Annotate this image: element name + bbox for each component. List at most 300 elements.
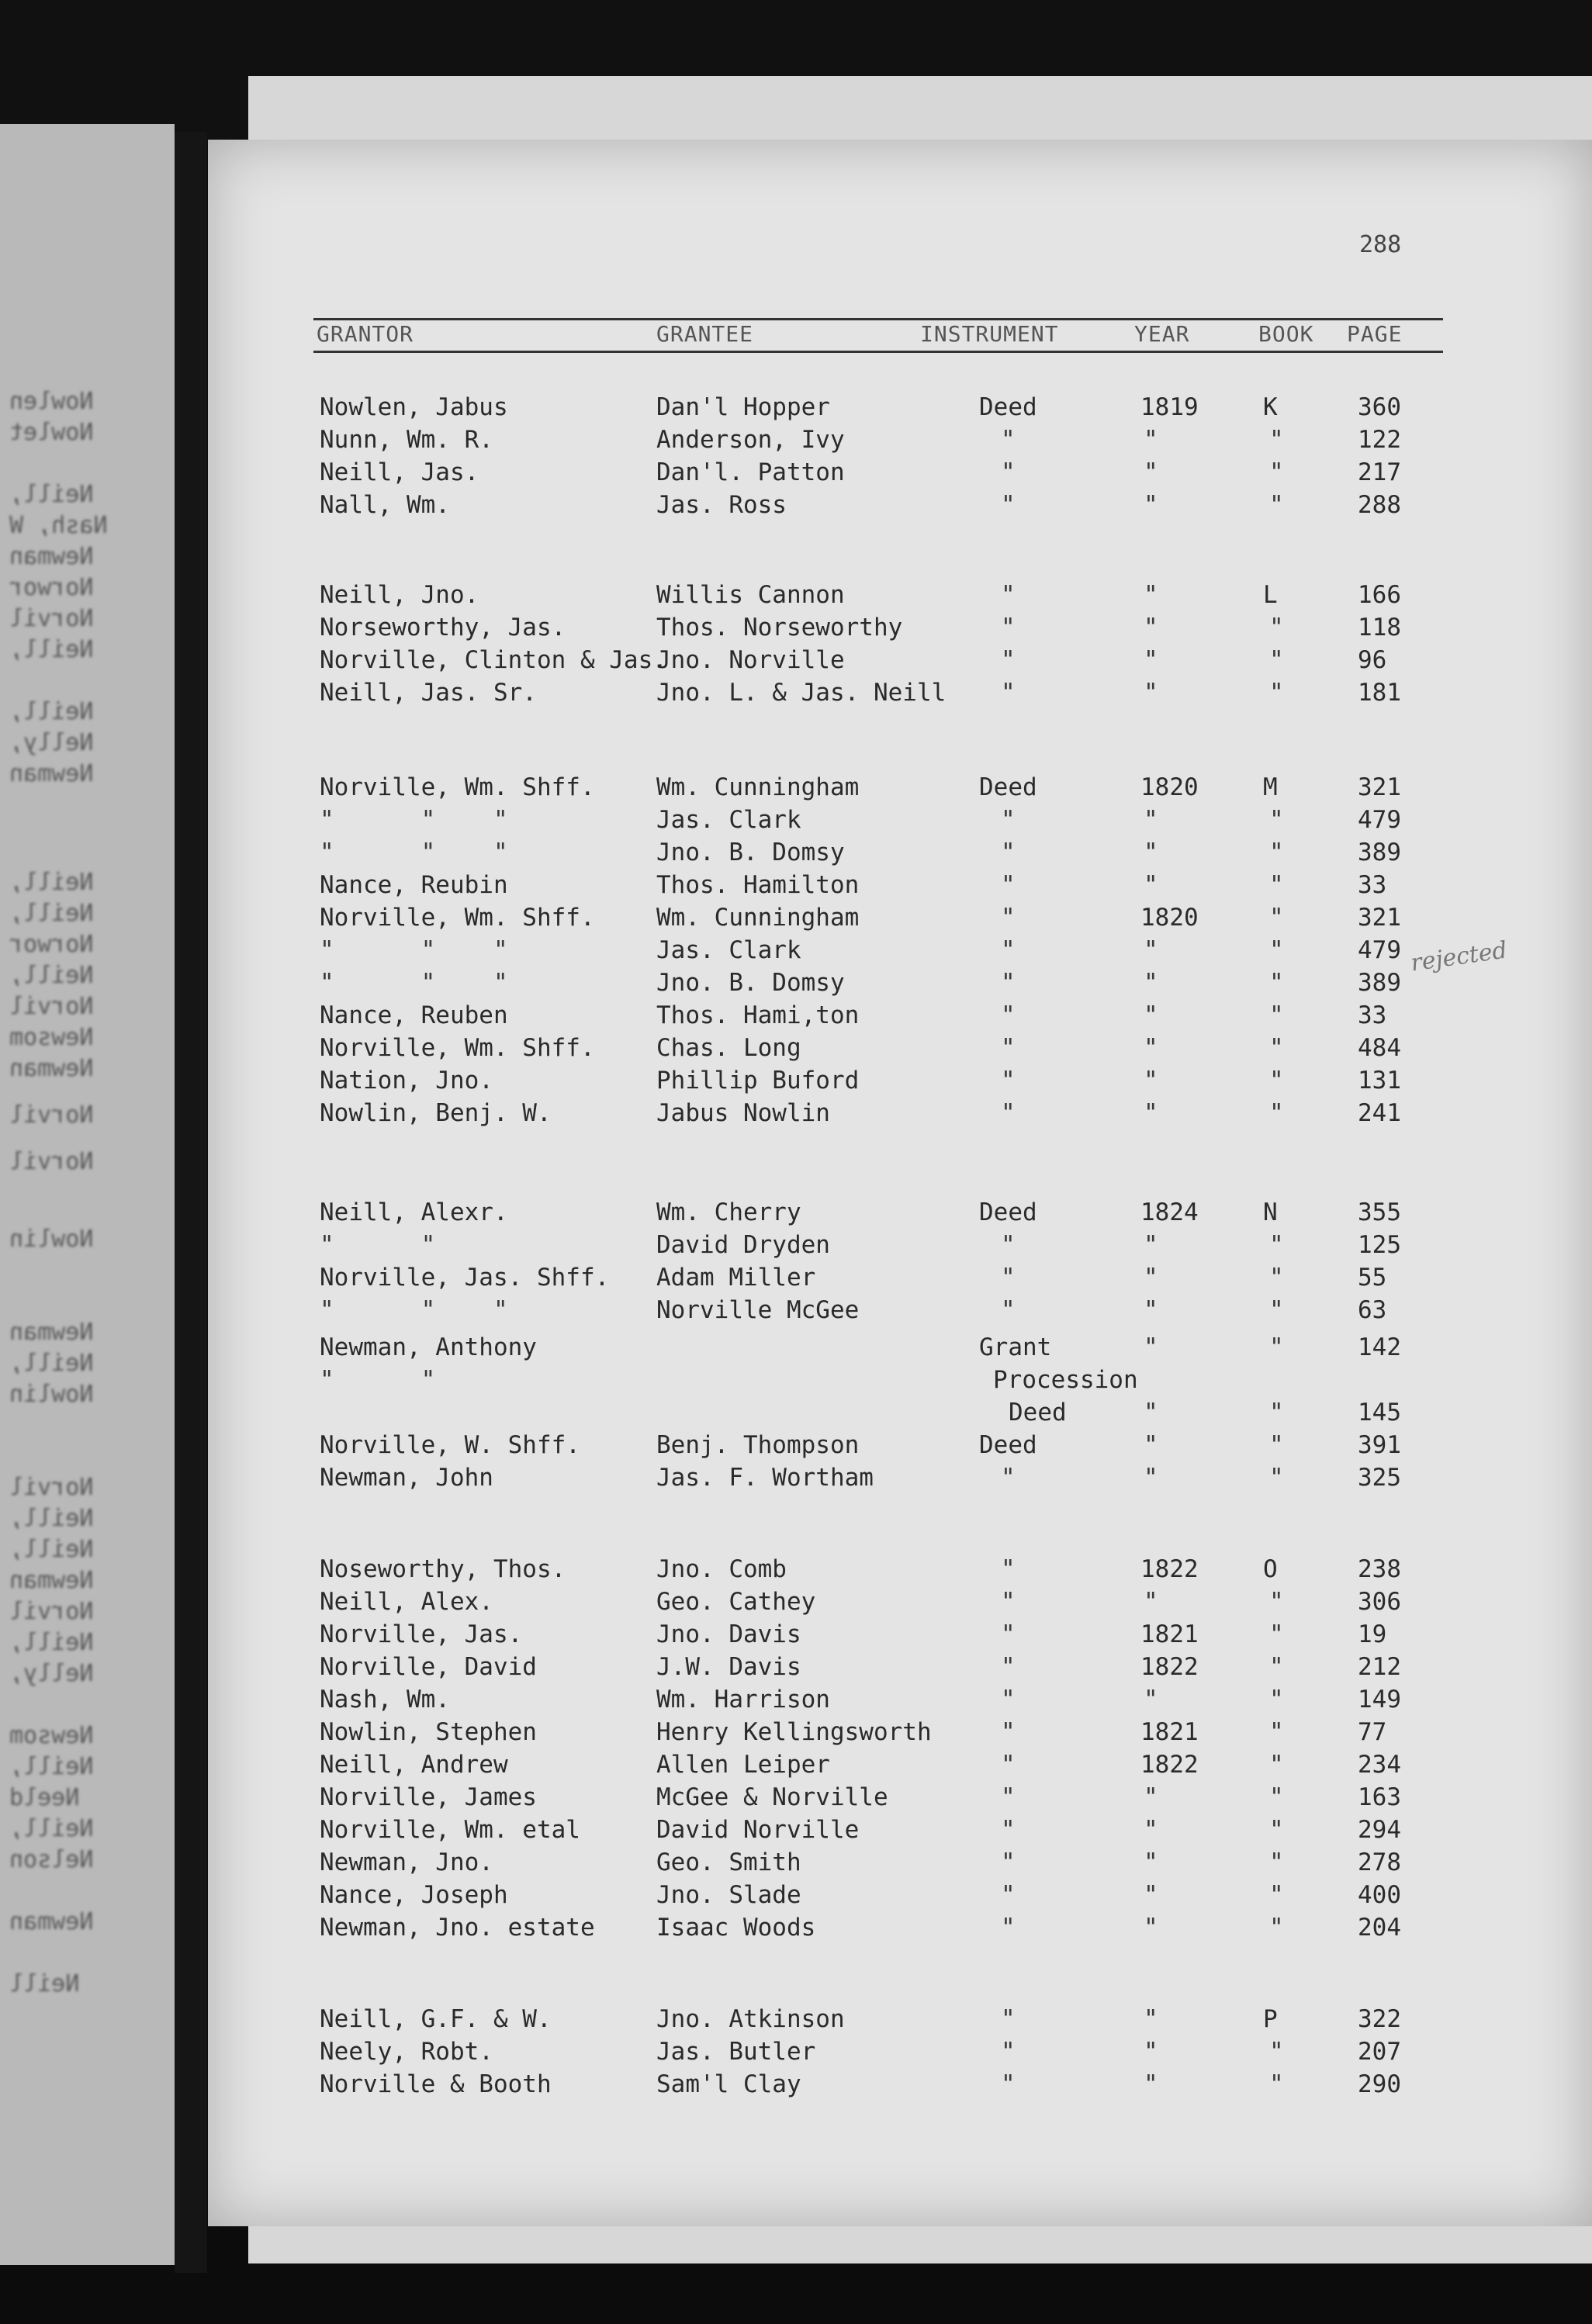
row-23-grantor: " " " [320,1296,508,1324]
adjacent-page-fragment: Neill, [9,698,94,725]
row-11-year: " [1144,839,1158,866]
adjacent-page-fragment: Norvil [9,1474,94,1501]
row-30-instrument: " [1001,1588,1016,1616]
row-19-grantor: Nowlin, Benj. W. [320,1099,552,1127]
row-1-book: K [1263,393,1278,421]
row-3-book: " [1269,458,1284,486]
adjacent-page-fragment: Neill, [9,1536,94,1563]
header-grantee: GRANTEE [656,321,754,347]
row-7-grantee: Jno. Norville [656,646,845,674]
adjacent-page-fragment: Neill, [9,1505,94,1532]
row-9-year: 1820 [1140,773,1199,801]
row-13-page: 321 [1358,904,1401,932]
row-36-grantee: McGee & Norville [656,1783,888,1811]
row-21-book: " [1269,1231,1284,1259]
row-36-instrument: " [1001,1783,1016,1811]
adjacent-page-fragment: Norvil [9,993,94,1020]
row-32-grantee: J.W. Davis [656,1653,801,1681]
row-5-page: 166 [1358,581,1401,609]
adjacent-page-fragment: Newman [9,760,94,787]
row-22-page: 55 [1358,1264,1387,1292]
row-28-page: 325 [1358,1464,1401,1492]
row-37-page: 294 [1358,1816,1401,1844]
row-5-year: " [1144,581,1158,609]
row-34-year: 1821 [1140,1718,1199,1746]
adjacent-page-fragment: Neill, [9,481,94,508]
row-16-page: 33 [1358,1001,1387,1029]
row-27-instrument: Deed [979,1431,1037,1459]
row-3-year: " [1144,458,1158,486]
adjacent-page-fragment: Newman [9,543,94,570]
row-4-page: 288 [1358,491,1401,519]
adjacent-page-fragment: Neill, [9,962,94,989]
adjacent-page-fragment: Neill [9,1970,80,1997]
adjacent-page-fragment: Newman [9,1319,94,1346]
row-34-page: 77 [1358,1718,1387,1746]
row-8-instrument: " [1001,679,1016,707]
adjacent-page-fragment: Norvil [9,1598,94,1625]
row-6-page: 118 [1358,614,1401,642]
row-3-page: 217 [1358,458,1401,486]
row-20-page: 355 [1358,1198,1401,1226]
row-22-instrument: " [1001,1264,1016,1292]
row-15-page: 389 [1358,969,1401,997]
row-10-book: " [1269,806,1284,834]
row-31-grantor: Norville, Jas. [320,1620,523,1648]
row-17-grantor: Norville, Wm. Shff. [320,1034,595,1062]
row-15-book: " [1269,969,1284,997]
row-16-grantor: Nance, Reuben [320,1001,508,1029]
row-12-book: " [1269,871,1284,899]
row-16-instrument: " [1001,1001,1016,1029]
row-5-instrument: " [1001,581,1016,609]
row-37-instrument: " [1001,1816,1016,1844]
adjacent-page-fragment: Nelly, [9,1660,94,1687]
row-30-grantor: Neill, Alex. [320,1588,493,1616]
row-21-year: " [1144,1231,1158,1259]
adjacent-page-fragment: Neill, [9,1753,94,1780]
header-rule-top [313,318,1443,320]
row-32-book: " [1269,1653,1284,1681]
row-20-grantor: Neill, Alexr. [320,1198,508,1226]
row-18-grantee: Phillip Buford [656,1067,860,1095]
row-42-grantee: Jas. Butler [656,2038,816,2066]
row-36-year: " [1144,1783,1158,1811]
header-instrument: INSTRUMENT [920,321,1059,347]
row-26-year: " [1144,1399,1158,1427]
row-30-grantee: Geo. Cathey [656,1588,816,1616]
row-29-grantee: Jno. Comb [656,1555,787,1583]
row-15-year: " [1144,969,1158,997]
adjacent-page-fragment: Nash, W [9,512,108,539]
row-4-instrument: " [1001,491,1016,519]
row-14-book: " [1269,936,1284,964]
row-34-instrument: " [1001,1718,1016,1746]
row-11-book: " [1269,839,1284,866]
row-39-grantor: Nance, Joseph [320,1881,508,1909]
row-23-book: " [1269,1296,1284,1324]
row-10-instrument: " [1001,806,1016,834]
adjacent-page-fragment: Norvil [9,605,94,632]
row-42-instrument: " [1001,2038,1016,2066]
row-9-page: 321 [1358,773,1401,801]
row-2-book: " [1269,426,1284,454]
row-20-instrument: Deed [979,1198,1037,1226]
row-28-grantee: Jas. F. Wortham [656,1464,874,1492]
row-40-book: " [1269,1914,1284,1942]
header-year: YEAR [1134,321,1190,347]
row-19-page: 241 [1358,1099,1401,1127]
adjacent-page-fragment: Norwor [9,574,94,601]
row-33-grantee: Wm. Harrison [656,1686,830,1714]
row-2-grantee: Anderson, Ivy [656,426,845,454]
row-22-book: " [1269,1264,1284,1292]
row-20-year: 1824 [1140,1198,1199,1226]
header-grantor: GRANTOR [317,321,414,347]
row-41-page: 322 [1358,2005,1401,2033]
adjacent-page-fragment: Nowlet [9,419,94,446]
row-29-grantor: Noseworthy, Thos. [320,1555,566,1583]
row-40-year: " [1144,1914,1158,1942]
row-4-grantor: Nall, Wm. [320,491,450,519]
row-8-year: " [1144,679,1158,707]
row-24-page: 142 [1358,1333,1401,1361]
row-24-instrument: Grant [979,1333,1052,1361]
row-32-page: 212 [1358,1653,1401,1681]
row-11-grantor: " " " [320,839,508,866]
row-14-instrument: " [1001,936,1016,964]
row-10-grantee: Jas. Clark [656,806,801,834]
row-12-grantor: Nance, Reubin [320,871,508,899]
row-43-grantor: Norville & Booth [320,2070,552,2098]
row-4-book: " [1269,491,1284,519]
row-24-year: " [1144,1333,1158,1361]
row-6-year: " [1144,614,1158,642]
row-21-grantee: David Dryden [656,1231,830,1259]
row-19-year: " [1144,1099,1158,1127]
row-31-grantee: Jno. Davis [656,1620,801,1648]
row-29-book: O [1263,1555,1278,1583]
row-18-year: " [1144,1067,1158,1095]
row-18-book: " [1269,1067,1284,1095]
row-9-book: M [1263,773,1278,801]
adjacent-page-fragment: Neill, [9,1815,94,1842]
adjacent-page-fragment: Nowlin [9,1226,94,1253]
row-1-page: 360 [1358,393,1401,421]
row-16-grantee: Thos. Hami,ton [656,1001,860,1029]
row-33-year: " [1144,1686,1158,1714]
row-17-book: " [1269,1034,1284,1062]
margin-note: rejected [1409,936,1509,977]
row-15-instrument: " [1001,969,1016,997]
row-41-grantee: Jno. Atkinson [656,2005,845,2033]
adjacent-page-fragment: Neill, [9,900,94,927]
row-23-grantee: Norville McGee [656,1296,860,1324]
row-15-grantee: Jno. B. Domsy [656,969,845,997]
row-32-grantor: Norville, David [320,1653,537,1681]
row-41-grantor: Neill, G.F. & W. [320,2005,552,2033]
row-19-book: " [1269,1099,1284,1127]
row-30-page: 306 [1358,1588,1401,1616]
row-8-page: 181 [1358,679,1401,707]
row-33-page: 149 [1358,1686,1401,1714]
row-21-grantor: " " [320,1231,436,1259]
row-33-book: " [1269,1686,1284,1714]
row-2-page: 122 [1358,426,1401,454]
row-28-book: " [1269,1464,1284,1492]
row-35-grantee: Allen Leiper [656,1751,830,1779]
row-34-grantee: Henry Kellingsworth [656,1718,932,1746]
row-42-page: 207 [1358,2038,1401,2066]
row-5-grantor: Neill, Jno. [320,581,479,609]
row-10-page: 479 [1358,806,1401,834]
row-5-book: L [1263,581,1278,609]
row-13-grantee: Wm. Cunningham [656,904,860,932]
book-spine [175,132,207,2273]
row-35-grantor: Neill, Andrew [320,1751,508,1779]
row-38-grantee: Geo. Smith [656,1848,801,1876]
adjacent-page-fragment: Nowlin [9,1381,94,1408]
row-8-book: " [1269,679,1284,707]
row-39-year: " [1144,1881,1158,1909]
row-36-page: 163 [1358,1783,1401,1811]
row-19-instrument: " [1001,1099,1016,1127]
row-43-page: 290 [1358,2070,1401,2098]
row-34-book: " [1269,1718,1284,1746]
row-3-grantor: Neill, Jas. [320,458,479,486]
row-6-grantee: Thos. Norseworthy [656,614,903,642]
row-27-page: 391 [1358,1431,1401,1459]
row-6-grantor: Norseworthy, Jas. [320,614,566,642]
row-7-instrument: " [1001,646,1016,674]
row-35-year: 1822 [1140,1751,1199,1779]
header-page: PAGE [1347,321,1403,347]
row-11-page: 389 [1358,839,1401,866]
row-12-year: " [1144,871,1158,899]
row-22-grantee: Adam Miller [656,1264,816,1292]
row-23-year: " [1144,1296,1158,1324]
row-29-instrument: " [1001,1555,1016,1583]
row-25-instrument: Procession [993,1366,1138,1394]
row-43-book: " [1269,2070,1284,2098]
row-40-page: 204 [1358,1914,1401,1942]
adjacent-page-fragment: Newsom [9,1024,94,1051]
row-12-page: 33 [1358,871,1387,899]
row-18-grantor: Nation, Jno. [320,1067,493,1095]
row-10-year: " [1144,806,1158,834]
row-39-page: 400 [1358,1881,1401,1909]
row-16-book: " [1269,1001,1284,1029]
adjacent-page [0,124,175,2265]
row-21-instrument: " [1001,1231,1016,1259]
row-8-grantee: Jno. L. & Jas. Neill [656,679,947,707]
row-36-grantor: Norville, James [320,1783,537,1811]
adjacent-page-fragment: Norvil [9,1148,94,1175]
row-39-book: " [1269,1881,1284,1909]
row-26-book: " [1269,1399,1284,1427]
row-17-grantee: Chas. Long [656,1034,801,1062]
row-40-grantee: Isaac Woods [656,1914,816,1942]
row-31-year: 1821 [1140,1620,1199,1648]
row-11-grantee: Jno. B. Domsy [656,839,845,866]
row-24-grantor: Newman, Anthony [320,1333,537,1361]
row-27-grantor: Norville, W. Shff. [320,1431,580,1459]
row-38-year: " [1144,1848,1158,1876]
row-29-year: 1822 [1140,1555,1199,1583]
row-37-year: " [1144,1816,1158,1844]
row-43-year: " [1144,2070,1158,2098]
row-19-grantee: Jabus Nowlin [656,1099,830,1127]
row-9-grantor: Norville, Wm. Shff. [320,773,595,801]
row-27-grantee: Benj. Thompson [656,1431,860,1459]
adjacent-page-fragment: Newsom [9,1722,94,1749]
row-16-year: " [1144,1001,1158,1029]
row-14-grantee: Jas. Clark [656,936,801,964]
row-1-grantor: Nowlen, Jabus [320,393,508,421]
adjacent-page-fragment: Norvil [9,1101,94,1129]
row-7-book: " [1269,646,1284,674]
row-43-grantee: Sam'l Clay [656,2070,801,2098]
row-18-instrument: " [1001,1067,1016,1095]
header-rule-bottom [313,351,1443,353]
row-9-instrument: Deed [979,773,1037,801]
adjacent-page-fragment: Neeld [9,1784,80,1811]
row-31-book: " [1269,1620,1284,1648]
row-7-grantor: Norville, Clinton & Jas. [320,646,667,674]
row-21-page: 125 [1358,1231,1401,1259]
row-40-instrument: " [1001,1914,1016,1942]
row-41-book: P [1263,2005,1278,2033]
row-2-year: " [1144,426,1158,454]
row-30-book: " [1269,1588,1284,1616]
row-20-book: N [1263,1198,1278,1226]
row-32-instrument: " [1001,1653,1016,1681]
row-41-instrument: " [1001,2005,1016,2033]
row-39-instrument: " [1001,1881,1016,1909]
row-17-page: 484 [1358,1034,1401,1062]
row-8-grantor: Neill, Jas. Sr. [320,679,537,707]
row-29-page: 238 [1358,1555,1401,1583]
row-9-grantee: Wm. Cunningham [656,773,860,801]
row-37-grantee: David Norville [656,1816,860,1844]
row-18-page: 131 [1358,1067,1401,1095]
row-38-book: " [1269,1848,1284,1876]
adjacent-page-fragment: Newman [9,1908,94,1935]
row-7-page: 96 [1358,646,1387,674]
row-15-grantor: " " " [320,969,508,997]
row-23-page: 63 [1358,1296,1387,1324]
row-23-instrument: " [1001,1296,1016,1324]
row-31-instrument: " [1001,1620,1016,1648]
row-37-grantor: Norville, Wm. etal [320,1816,580,1844]
page-number: 288 [1359,231,1402,258]
adjacent-page-fragment: Neill, [9,636,94,663]
row-43-instrument: " [1001,2070,1016,2098]
row-35-page: 234 [1358,1751,1401,1779]
row-34-grantor: Nowlin, Stephen [320,1718,537,1746]
row-39-grantee: Jno. Slade [656,1881,801,1909]
row-2-instrument: " [1001,426,1016,454]
row-40-grantor: Newman, Jno. estate [320,1914,595,1942]
row-42-book: " [1269,2038,1284,2066]
row-20-grantee: Wm. Cherry [656,1198,801,1226]
row-42-year: " [1144,2038,1158,2066]
row-13-instrument: " [1001,904,1016,932]
row-36-book: " [1269,1783,1284,1811]
row-28-instrument: " [1001,1464,1016,1492]
adjacent-page-fragment: Newman [9,1055,94,1082]
row-14-year: " [1144,936,1158,964]
row-42-grantor: Neely, Robt. [320,2038,493,2066]
row-13-year: 1820 [1140,904,1199,932]
row-22-grantor: Norville, Jas. Shff. [320,1264,610,1292]
adjacent-page-fragment: Newman [9,1567,94,1594]
row-38-grantor: Newman, Jno. [320,1848,493,1876]
row-17-year: " [1144,1034,1158,1062]
row-13-grantor: Norville, Wm. Shff. [320,904,595,932]
adjacent-page-fragment: Nelly, [9,729,94,756]
row-12-instrument: " [1001,871,1016,899]
row-30-year: " [1144,1588,1158,1616]
row-28-year: " [1144,1464,1158,1492]
row-35-book: " [1269,1751,1284,1779]
row-1-instrument: Deed [979,393,1037,421]
row-31-page: 19 [1358,1620,1387,1648]
adjacent-page-fragment: Norwor [9,931,94,958]
row-1-year: 1819 [1140,393,1199,421]
row-13-book: " [1269,904,1284,932]
row-26-instrument: Deed [1009,1399,1067,1427]
row-14-grantor: " " " [320,936,508,964]
row-17-instrument: " [1001,1034,1016,1062]
row-37-book: " [1269,1816,1284,1844]
adjacent-page-fragment: Neill, [9,869,94,896]
row-41-year: " [1144,2005,1158,2033]
row-10-grantor: " " " [320,806,508,834]
adjacent-page-fragment: Neill, [9,1629,94,1656]
row-27-year: " [1144,1431,1158,1459]
row-25-grantor: " " [320,1366,436,1394]
row-33-grantor: Nash, Wm. [320,1686,450,1714]
row-27-book: " [1269,1431,1284,1459]
row-6-book: " [1269,614,1284,642]
row-12-grantee: Thos. Hamilton [656,871,860,899]
row-3-grantee: Dan'l. Patton [656,458,845,486]
row-32-year: 1822 [1140,1653,1199,1681]
row-38-instrument: " [1001,1848,1016,1876]
row-5-grantee: Willis Cannon [656,581,845,609]
adjacent-page-fragment: Nowlen [9,388,94,415]
row-28-grantor: Newman, John [320,1464,493,1492]
row-4-grantee: Jas. Ross [656,491,787,519]
row-2-grantor: Nunn, Wm. R. [320,426,493,454]
row-3-instrument: " [1001,458,1016,486]
row-35-instrument: " [1001,1751,1016,1779]
row-4-year: " [1144,491,1158,519]
adjacent-page-fragment: Nelson [9,1846,94,1873]
row-22-year: " [1144,1264,1158,1292]
row-7-year: " [1144,646,1158,674]
row-24-book: " [1269,1333,1284,1361]
row-33-instrument: " [1001,1686,1016,1714]
row-11-instrument: " [1001,839,1016,866]
row-6-instrument: " [1001,614,1016,642]
adjacent-page-fragment: Neill, [9,1350,94,1377]
row-1-grantee: Dan'l Hopper [656,393,830,421]
row-14-page: 479 [1358,936,1401,964]
row-38-page: 278 [1358,1848,1401,1876]
header-book: BOOK [1258,321,1314,347]
